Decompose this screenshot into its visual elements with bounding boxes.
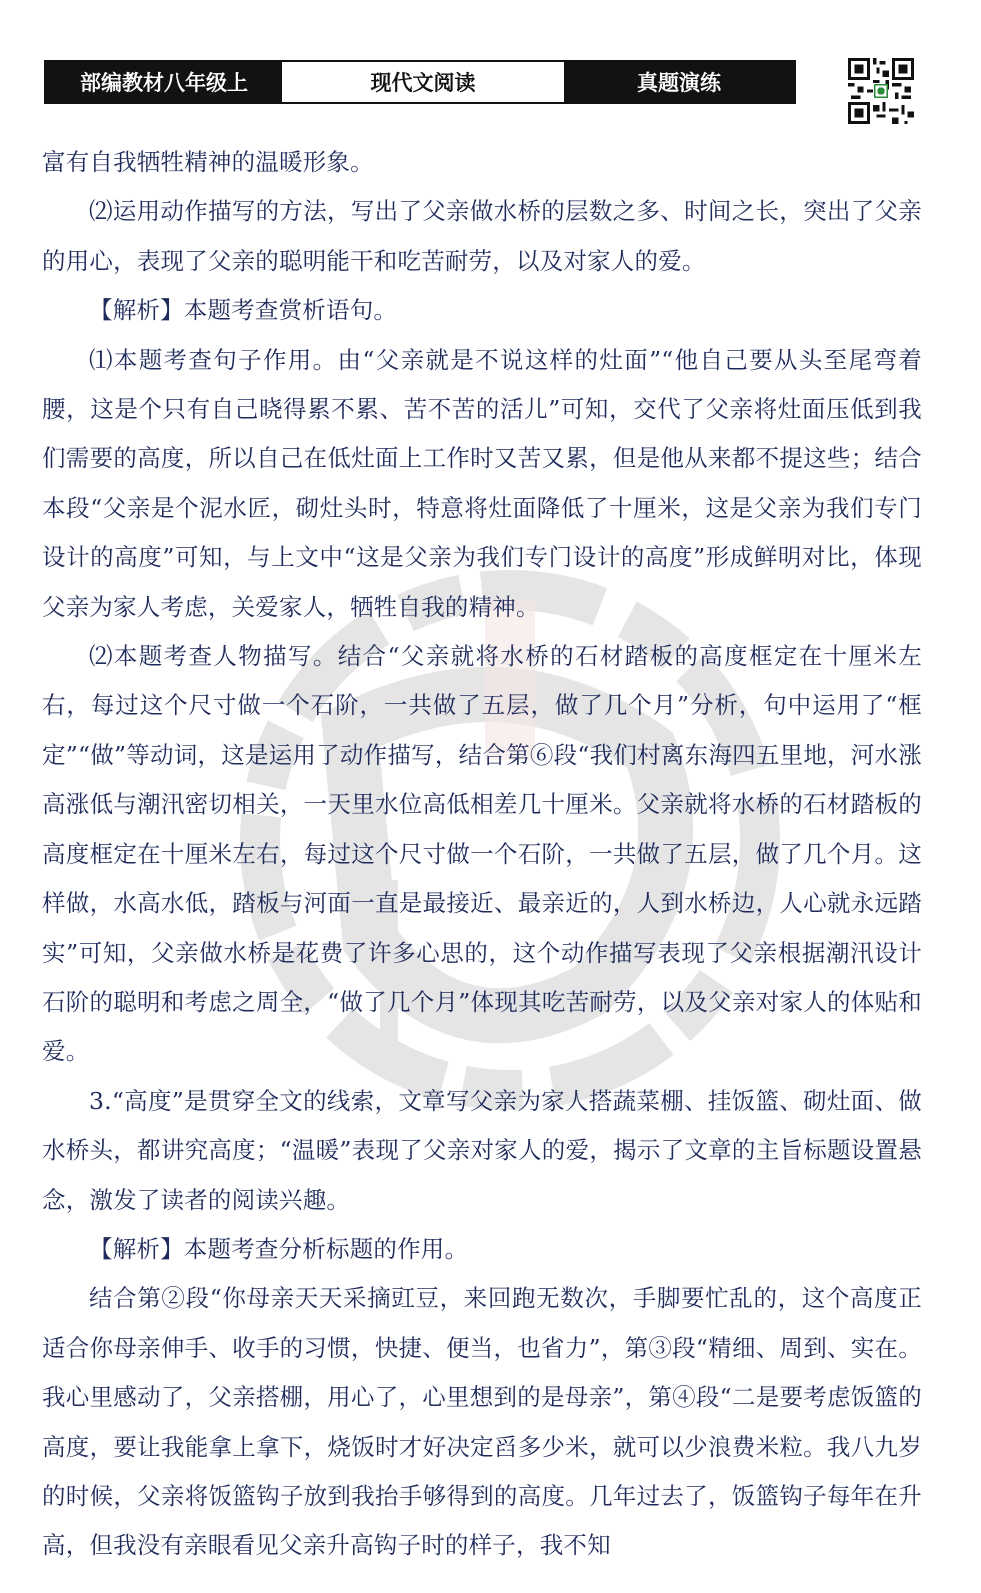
header-section-label: 真题演练	[564, 62, 794, 102]
header-topic-label: 现代文阅读	[282, 62, 564, 102]
qr-code-icon	[848, 58, 914, 124]
paragraph: 富有自我牺牲精神的温暖形象。	[42, 148, 374, 176]
paragraph: 【解析】本题考查分析标题的作用。	[89, 1234, 469, 1263]
header-bar	[44, 60, 796, 104]
paragraph: ⑵本题考查人物描写。结合“父亲就将水桥的石材踏板的高度框定在十厘米左右，每过这个尺寸做一个石阶，一共做了五层，做了几个月”分析，句中运用了“框定”“做”等动词，这是运用了动作描写，结合第⑥段“我们村离东海四五里地，河水涨高涨低与潮汛密切相关，一天里水位高低相差几十厘米。父亲就将水桥的石材踏板的高度框定在十厘米左右，每过这个尺寸做一个石阶，一共做了五层，做了几个月。这样做，水高水低，踏板与河面一直是最接近、最亲近的，人到水桥边，人心就永远踏实”可知，父亲做水桥是花费了许多心思的，这个动作描写表现了父亲根据潮汛设计石阶的聪明和考虑之周全，“做了几个月”体现其吃苦耐劳，以及父亲对家人的体贴和爱。	[42, 642, 922, 1066]
paragraph: 结合第②段“你母亲天天采摘豇豆，来回跑无数次，手脚要忙乱的，这个高度正适合你母亲伸手、收手的习惯，快捷、便当，也省力”，第③段“精细、周到、实在。我心里感动了，父亲搭棚，用心了，心里想到的是母亲”，第④段“二是要考虑饭篮的高度，要让我能拿上拿下，烧饭时才好决定舀多少米，就可以少浪费米粒。我八九岁的时候，父亲将饭篮钩子放到我抬手够得到的高度。几年过去了，饭篮钩子每年在升高，但我没有亲眼看见父亲升高钩子时的样子，我不知	[42, 1284, 922, 1560]
answer-text-body	[42, 138, 922, 1571]
paragraph: ⑴本题考查句子作用。由“父亲就是不说这样的灶面”“他自己要从头至尾弯着腰，这是个只有自己晓得累不累、苦不苦的活儿”可知，交代了父亲将灶面压低到我们需要的高度，所以自己在低灶面上工作时又苦又累，但是他从来都不提这些；结合本段“父亲是个泥水匠，砌灶头时，特意将灶面降低了十厘米，这是父亲为我们专门设计的高度”可知，与上文中“这是父亲为我们专门设计的高度”形成鲜明对比，体现父亲为家人考虑，关爱家人，牺牲自我的精神。	[42, 345, 922, 621]
header-grade-label: 部编教材八年级上	[46, 62, 282, 102]
paragraph: 3.“高度”是贯穿全文的线索，文章写父亲为家人搭蔬菜棚、挂饭篮、砌灶面、做水桥头，都讲究高度；“温暖”表现了父亲对家人的爱，揭示了文章的主旨标题设置悬念，激发了读者的阅读兴趣。	[42, 1086, 922, 1214]
paragraph: ⑵运用动作描写的方法，写出了父亲做水桥的层数之多、时间之长，突出了父亲的用心，表现了父亲的聪明能干和吃苦耐劳，以及对家人的爱。	[42, 197, 922, 275]
paragraph: 【解析】本题考查赏析语句。	[89, 296, 398, 325]
